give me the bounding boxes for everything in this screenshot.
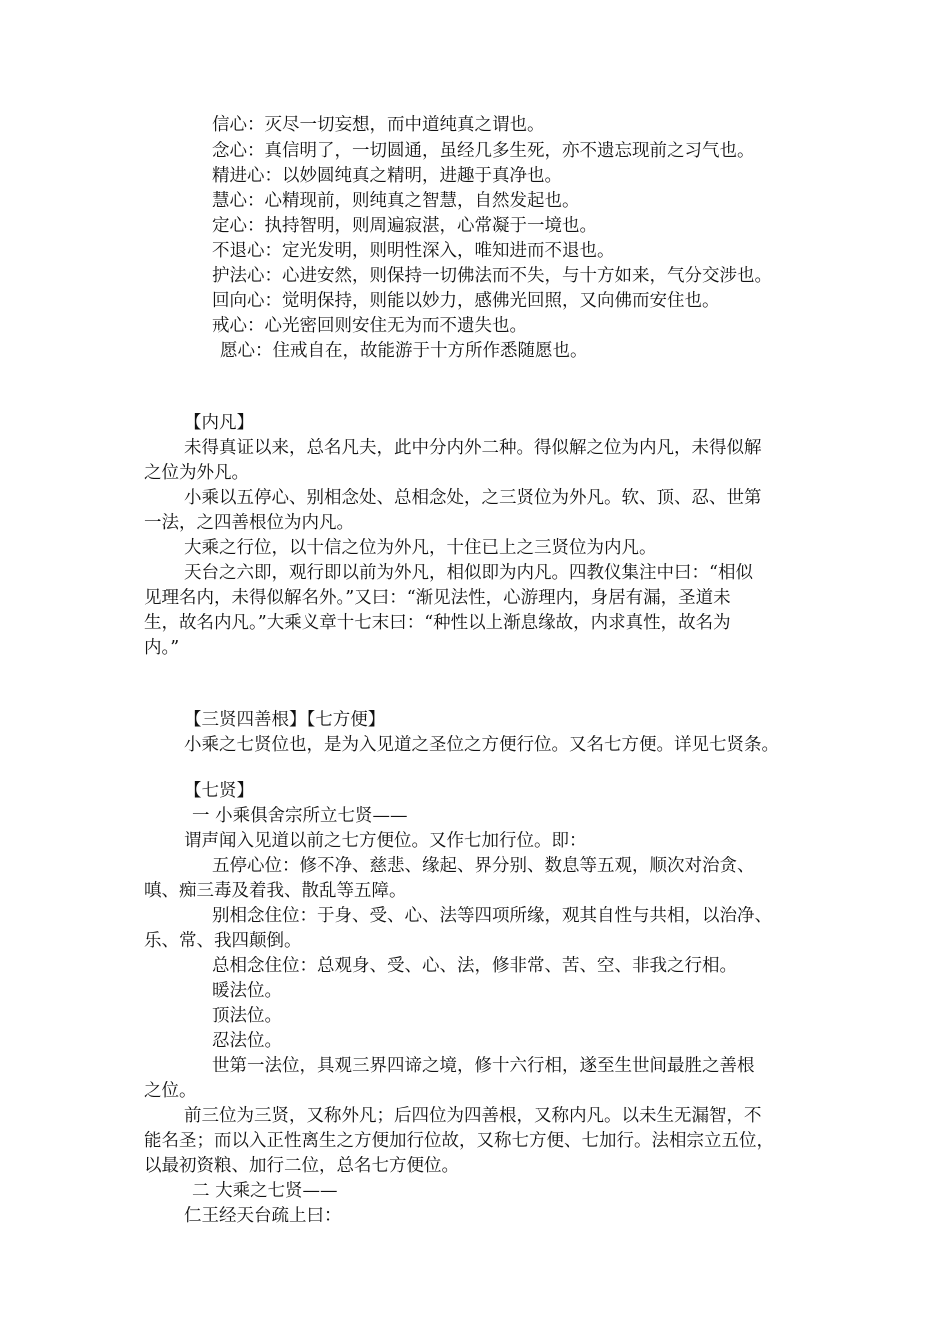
text-line: 小乘以五停心、别相念处、总相念处，之三贤位为外凡。软、顶、忍、世第 [184, 488, 762, 508]
text-line: 嗔、痴三毒及着我、散乱等五障。 [144, 881, 407, 901]
section-heading: 【内凡】 [184, 413, 254, 433]
text-line: 乐、常、我四颠倒。 [144, 931, 302, 951]
text-line: 内。” [144, 638, 180, 658]
text-line: 戒心：心光密回则安住无为而不遗失也。 [212, 316, 527, 336]
text-line: 慧心：心精现前，则纯真之智慧，自然发起也。 [212, 191, 580, 211]
text-line: 天台之六即，观行即以前为外凡，相似即为内凡。四教仪集注中曰：“相似 [184, 563, 753, 583]
text-line: 回向心：觉明保持，则能以妙力，感佛光回照，又向佛而安住也。 [212, 291, 720, 311]
text-line: 精进心：以妙圆纯真之精明，进趣于真净也。 [212, 166, 562, 186]
text-line: 以最初资粮、加行二位，总名七方便位。 [144, 1156, 459, 1176]
text-line: 五停心位：修不净、慈悲、缘起、界分别、数息等五观，顺次对治贪、 [212, 856, 755, 876]
text-line: 定心：执持智明，则周遍寂湛，心常凝于一境也。 [212, 216, 597, 236]
text-line: 别相念住位：于身、受、心、法等四项所缘，观其自性与共相，以治净、 [212, 906, 772, 926]
subsection-heading: 二 大乘之七贤—— [192, 1181, 338, 1201]
text-line: 一法，之四善根位为内凡。 [144, 513, 354, 533]
text-line: 未得真证以来，总名凡夫，此中分内外二种。得似解之位为内凡，未得似解 [184, 438, 762, 458]
text-line: 生，故名内凡。”大乘义章十七末曰：“种性以上渐息缘故，内求真性，故名为 [144, 613, 731, 633]
text-line: 之位为外凡。 [144, 463, 249, 483]
text-line: 信心：灭尽一切妄想，而中道纯真之谓也。 [212, 115, 545, 135]
text-line: 小乘之七贤位也，是为入见道之圣位之方便行位。又名七方便。详见七贤条。 [184, 735, 779, 755]
text-line: 大乘之行位，以十信之位为外凡，十住已上之三贤位为内凡。 [184, 538, 657, 558]
text-line: 世第一法位，具观三界四谛之境，修十六行相，遂至生世间最胜之善根 [212, 1056, 755, 1076]
text-line: 愿心：住戒自在，故能游于十方所作悉随愿也。 [220, 341, 588, 361]
text-line: 见理名内，未得似解名外。”又曰：“渐见法性，心游理内，身居有漏，圣道未 [144, 588, 731, 608]
text-line: 不退心：定光发明，则明性深入，唯知进而不退也。 [212, 241, 615, 261]
text-line: 暖法位。 [212, 981, 282, 1001]
text-line: 前三位为三贤，又称外凡；后四位为四善根，又称内凡。以未生无漏智，不 [184, 1106, 762, 1126]
section-heading: 【七贤】 [184, 781, 254, 801]
text-line: 忍法位。 [212, 1031, 282, 1051]
text-line: 护法心：心进安然，则保持一切佛法而不失，与十方如来，气分交涉也。 [212, 266, 772, 286]
text-line: 仁王经天台疏上曰： [184, 1206, 342, 1226]
section-heading: 【三贤四善根】【七方便】 [184, 710, 386, 730]
text-line: 之位。 [144, 1081, 197, 1101]
subsection-heading: 一 小乘俱舍宗所立七贤—— [192, 806, 408, 826]
text-line: 能名圣；而以入正性离生之方便加行位故，又称七方便、七加行。法相宗立五位， [144, 1131, 774, 1151]
text-line: 总相念住位：总观身、受、心、法，修非常、苦、空、非我之行相。 [212, 956, 737, 976]
text-line: 谓声闻入见道以前之七方便位。又作七加行位。即： [184, 831, 587, 851]
text-line: 念心：真信明了，一切圆通，虽经几多生死，亦不遗忘现前之习气也。 [212, 141, 755, 161]
text-line: 顶法位。 [212, 1006, 282, 1026]
